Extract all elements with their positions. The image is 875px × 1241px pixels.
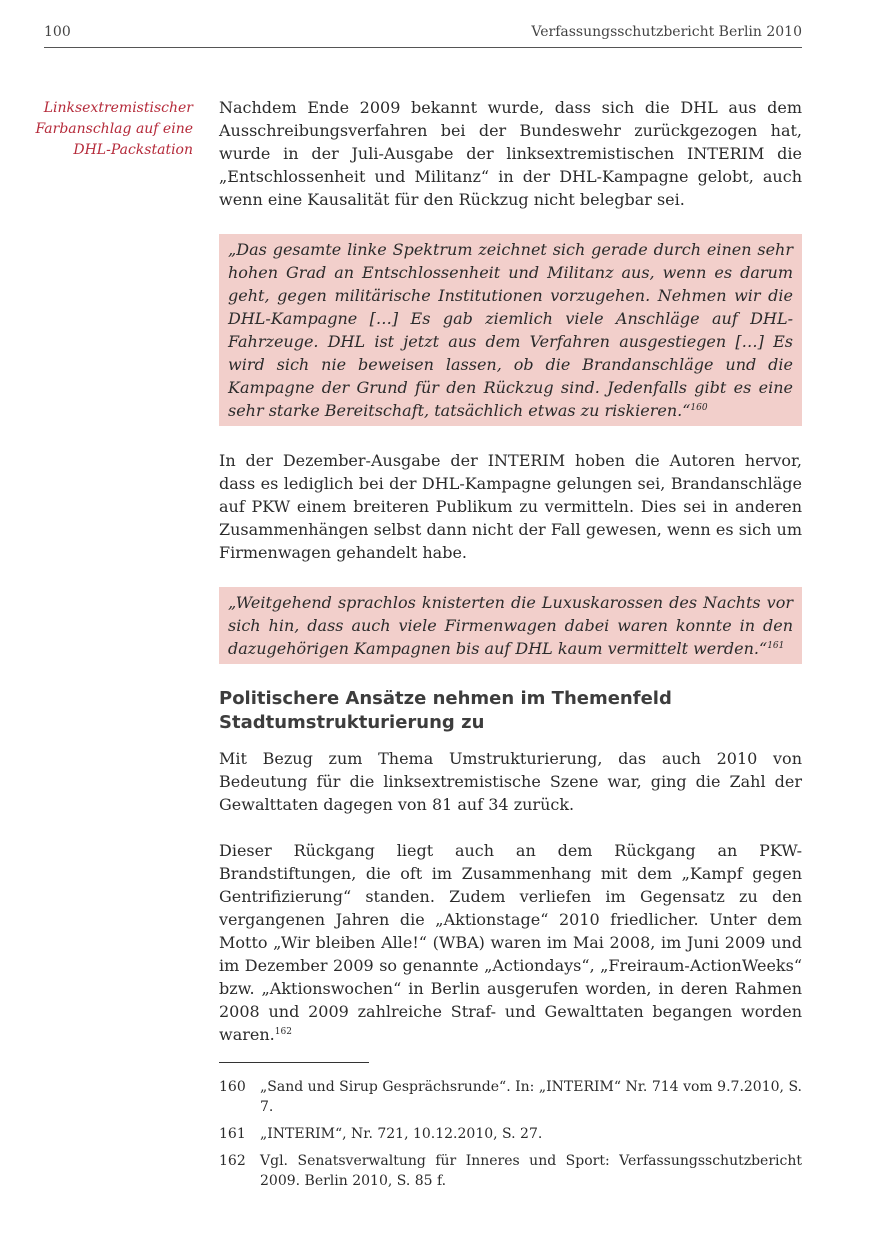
margin-note-line: Linksextremistischer [43,100,193,116]
quote-block-161 [219,587,802,664]
footnote-number: 161 [219,1126,246,1142]
footnote-number: 160 [219,1079,246,1095]
section-heading: Politischere Ansätze nehmen im Themenfeld Stadtumstrukturierung zu [219,688,672,733]
quote-text: „Das gesamte linke Spektrum zeichnet sich gerade durch einen sehr hohen Grad an Entschlossenheit und Militanz aus, wenn es darum geht, gegen militärische Institutionen vorzugehen. Nehmen wir die DHL-Kampagne […] Es gab ziemlich viele Anschläge auf DHL-Fahrzeuge. DHL ist jetzt aus dem Verfahren ausgestiegen […] Es wird sich nie beweisen lassen, ob die Brandanschläge und die Kampagne der Grund für den Rückzug sind. Jedenfalls gibt es eine sehr starke Bereitschaft, tatsächlich etwas zu riskieren.“ [228,240,793,420]
paragraph-decline [219,839,802,1046]
footnote-divider [219,1062,369,1063]
footnote-text: Vgl. Senatsverwaltung für Inneres und Sport: Verfassungsschutzbericht 2009. Berlin 2010, S. 85 f. [260,1153,802,1189]
footnote-ref-161: 161 [767,641,785,651]
paragraph-restructuring: Mit Bezug zum Thema Umstrukturierung, das auch 2010 von Bedeutung für die linksextremistische Szene war, ging die Zahl der Gewalttaten dagegen von 81 auf 34 zurück. [219,749,802,814]
page-number: 100 [44,24,71,40]
paragraph-text: Dieser Rückgang liegt auch an dem Rückgang an PKW-Brandstiftungen, die oft im Zusammenhang mit dem „Kampf gegen Gentrifizierung“ standen. Zudem verliefen im Gegensatz zu den vergangenen Jahren die „Aktionstage“ 2010 friedlicher. Unter dem Motto „Wir bleiben Alle!“ (WBA) waren im Mai 2008, im Juni 2009 und im Dezember 2009 so genannte „Actiondays“, „Freiraum-ActionWeeks“ bzw. „Aktionswochen“ in Berlin ausgerufen worden, in deren Rahmen 2008 und 2009 zahlreiche Straf- und Gewalttaten begangen worden waren. [219,841,802,1044]
quote-text: „Weitgehend sprachlos knisterten die Luxuskarossen des Nachts vor sich hin, dass auch viele Firmenwagen dabei waren konnte in den dazugehörigen Kampagnen bis auf DHL kaum vermittelt werden.“ [228,593,793,658]
footnote-ref-162: 162 [274,1027,292,1037]
main-text-column [219,96,802,1069]
footnote-text: „INTERIM“, Nr. 721, 10.12.2010, S. 27. [260,1126,543,1142]
margin-note-line: DHL-Packstation [73,142,193,158]
footnotes-section [219,1062,802,1198]
footnote-text: „Sand und Sirup Gesprächsrunde“. In: „INTERIM“ Nr. 714 vom 9.7.2010, S. 7. [260,1079,802,1115]
margin-note [30,98,193,161]
page-header [44,24,802,48]
margin-note-line: Farbanschlag auf eine [35,121,193,137]
footnote-item [219,1124,802,1144]
paragraph-dhl-withdrawal: Nachdem Ende 2009 bekannt wurde, dass sich die DHL aus dem Ausschreibungsverfahren bei der Bundeswehr zurückgezogen hat, wurde in der Juli-Ausgabe der linksextremistischen INTERIM die „Entschlossenheit und Militanz“ in der DHL-Kampagne gelobt, auch wenn eine Kausalität für den Rückzug nicht belegbar sei. [219,98,802,209]
footnote-number: 162 [219,1153,246,1169]
running-title: Verfassungsschutzbericht Berlin 2010 [531,24,802,40]
footnote-item [219,1077,802,1117]
footnote-ref-160: 160 [690,403,708,413]
paragraph-december-issue: In der Dezember-Ausgabe der INTERIM hoben die Autoren hervor, dass es lediglich bei der DHL-Kampagne gelungen sei, Brandanschläge auf PKW einem breiteren Publikum zu vermitteln. Dies sei in anderen Zusammenhängen selbst dann nicht der Fall gewesen, wenn es sich um Firmenwagen gehandelt habe. [219,451,802,562]
quote-block-160 [219,234,802,426]
footnote-item [219,1151,802,1191]
